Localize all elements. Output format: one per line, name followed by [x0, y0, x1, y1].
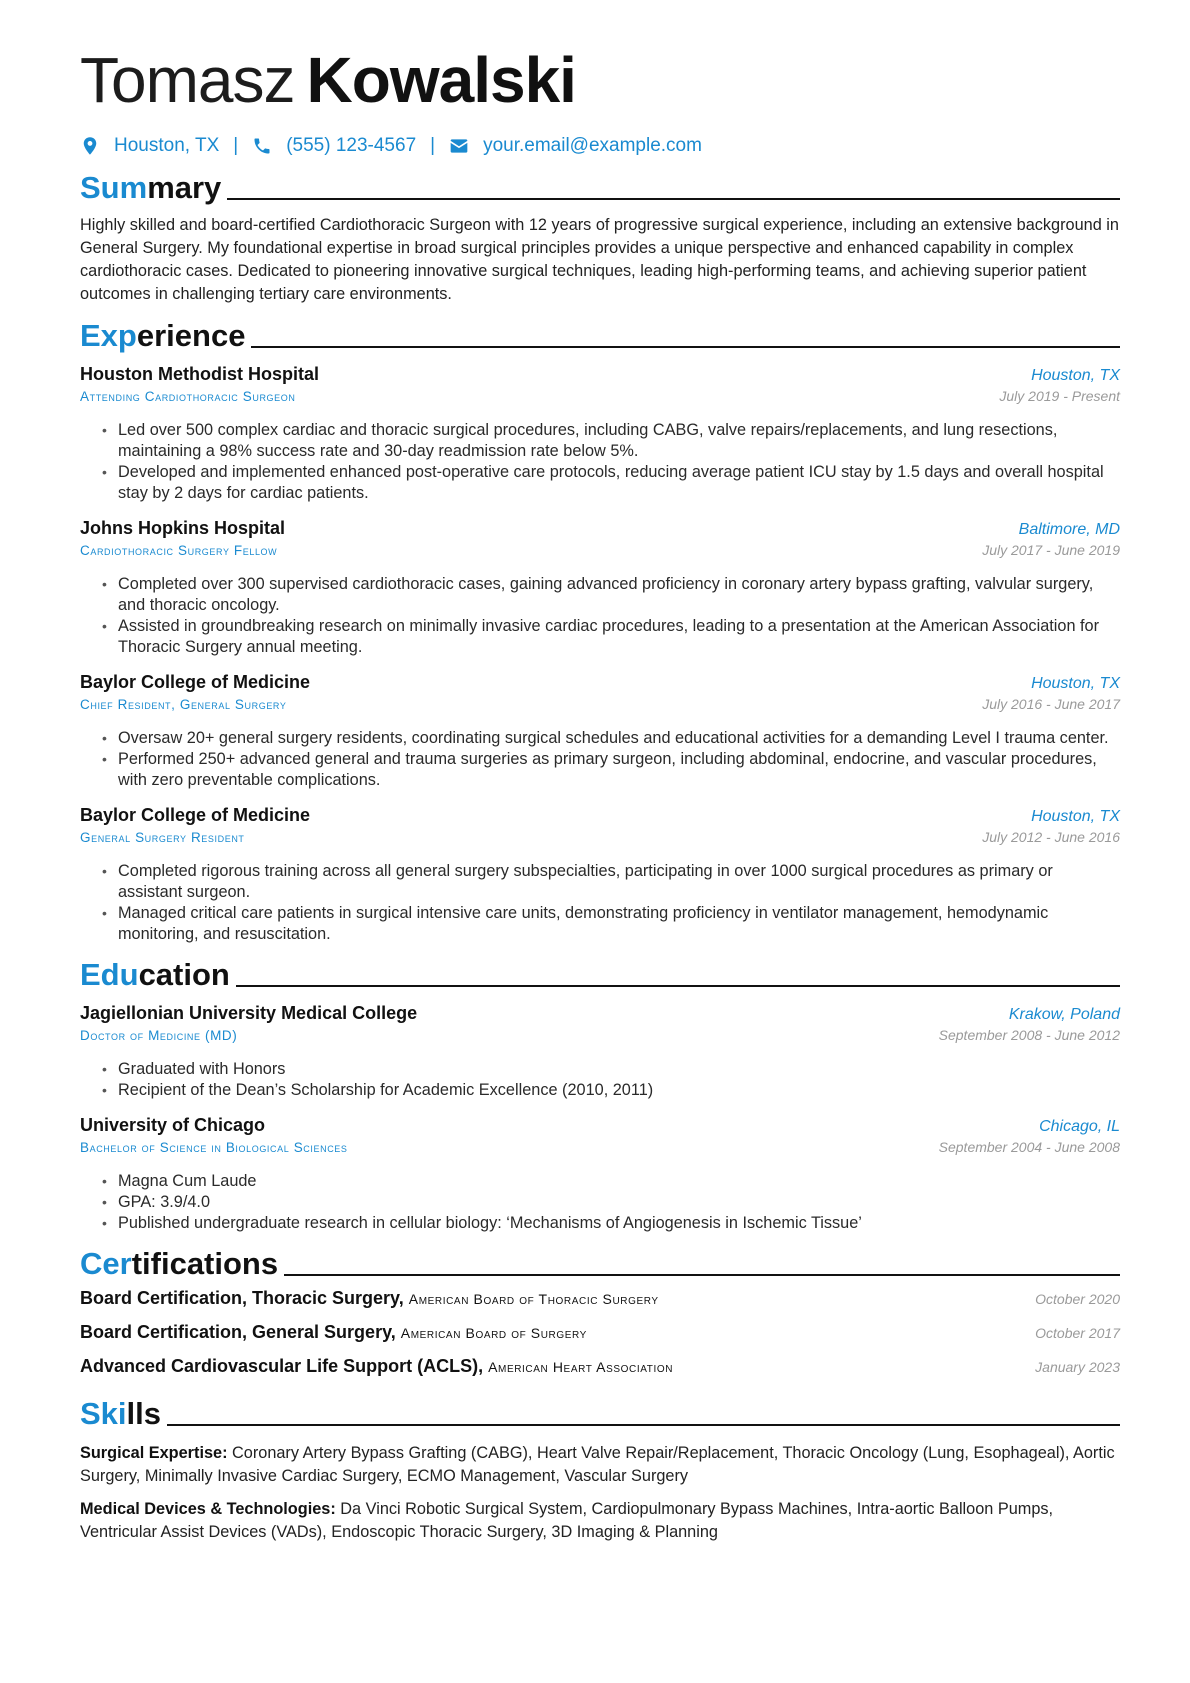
employer-name: Johns Hopkins Hospital [80, 518, 286, 538]
certification-title: Board Certification, Thoracic Surgery [80, 1288, 399, 1308]
experience-entry [80, 672, 1120, 791]
phone-icon [252, 136, 272, 156]
heading-rule [167, 1424, 1120, 1426]
degree-title: Bachelor of Science in Biological Sciences [80, 1140, 348, 1155]
entry-dates: July 2019 - Present [999, 388, 1120, 404]
education-entry [80, 1115, 1120, 1234]
skill-group [80, 1442, 1120, 1488]
experience-entry [80, 805, 1120, 945]
skill-label: Medical Devices & Technologies: [80, 1500, 336, 1518]
job-title: General Surgery Resident [80, 830, 245, 845]
education-entry [80, 1003, 1120, 1101]
certification-date: October 2020 [1035, 1291, 1120, 1307]
experience-list [80, 364, 1120, 945]
list-item: • Recipient of the Dean’s Scholarship for Academic Excellence (2010, 2011) [118, 1080, 1120, 1101]
map-marker-icon [80, 136, 100, 156]
envelope-icon [449, 136, 469, 156]
resume-page [80, 38, 1120, 1544]
list-item: • Managed critical care patients in surgical intensive care units, demonstrating proficiency in ventilator management, hemodynamic monitoring, and resuscitation. [118, 903, 1120, 945]
degree-title: Doctor of Medicine (MD) [80, 1028, 238, 1043]
entry-dates: July 2012 - June 2016 [982, 829, 1120, 845]
heading-rule [236, 985, 1120, 987]
heading-rest: tifications [131, 1246, 279, 1281]
certification-issuer: American Board of Surgery [400, 1325, 587, 1341]
experience-heading [80, 318, 1120, 354]
list-item: • Led over 500 complex cardiac and thoracic surgical procedures, including CABG, valve repairs/replacements, and lung resections, maintaining a 98% success rate and 30-day readmission rate below 5%. [118, 420, 1120, 462]
first-name: Tomasz [80, 44, 295, 116]
heading-rest: erience [136, 318, 246, 353]
certification-item: Advanced Cardiovascular Life Support (ACLS), American Heart Association January 2023 [80, 1356, 1120, 1376]
certification-title: Board Certification, General Surgery [80, 1322, 391, 1342]
skill-text: Coronary Artery Bypass Grafting (CABG), Heart Valve Repair/Replacement, Thoracic Oncology (Lung, Esophageal), Aortic Surgery, Minimally Invasive Cardiac Surgery, ECMO Management, Vascular Surgery [80, 1444, 1115, 1485]
heading-rule [251, 346, 1120, 348]
school-name: University of Chicago [80, 1115, 266, 1135]
experience-entry [80, 364, 1120, 504]
entry-location: Baltimore, MD [1018, 521, 1120, 538]
certification-issuer: American Heart Association [488, 1359, 674, 1375]
heading-rule [284, 1274, 1120, 1276]
entry-location: Houston, TX [1031, 675, 1120, 692]
email-link: your.email@example.com [483, 135, 702, 156]
location-text: Houston, TX [114, 135, 220, 156]
heading-rest: mary [147, 170, 222, 205]
certifications-list [80, 1288, 1120, 1390]
skills-heading [80, 1396, 1120, 1432]
list-item: • Magna Cum Laude [118, 1171, 1120, 1192]
entry-location: Chicago, IL [1039, 1118, 1120, 1135]
experience-entry [80, 518, 1120, 658]
entry-location: Krakow, Poland [1008, 1006, 1120, 1023]
job-title: Cardiothoracic Surgery Fellow [80, 543, 278, 558]
contact-email[interactable] [449, 135, 702, 157]
entry-dates: July 2017 - June 2019 [982, 542, 1120, 558]
heading-accent: Sum [80, 170, 148, 205]
certification-date: January 2023 [1035, 1359, 1120, 1375]
heading-rest: lls [126, 1396, 161, 1431]
list-item: • Published undergraduate research in cellular biology: ‘Mechanisms of Angiogenesis in Ischemic Tissue’ [118, 1213, 1120, 1234]
candidate-name [80, 38, 1120, 122]
last-name: Kowalski [306, 44, 576, 116]
entry-dates: July 2016 - June 2017 [982, 696, 1120, 712]
job-title: Chief Resident, General Surgery [80, 697, 287, 712]
skill-text: Da Vinci Robotic Surgical System, Cardiopulmonary Bypass Machines, Intra-aortic Balloon Pumps, Ventricular Assist Devices (VADs), Endoscopic Thoracic Surgery, 3D Imaging & Planning [80, 1500, 1054, 1541]
list-item: • Oversaw 20+ general surgery residents, coordinating surgical schedules and educational activities for a demanding Level I trauma center. [118, 728, 1120, 749]
entry-dates: September 2004 - June 2008 [938, 1139, 1120, 1155]
list-item: • Graduated with Honors [118, 1059, 1120, 1080]
employer-name: Baylor College of Medicine [80, 805, 311, 825]
heading-accent: Ski [80, 1396, 127, 1431]
certification-item: Board Certification, Thoracic Surgery, American Board of Thoracic Surgery October 2020 [80, 1288, 1120, 1308]
certification-item: Board Certification, General Surgery, American Board of Surgery October 2017 [80, 1322, 1120, 1342]
employer-name: Baylor College of Medicine [80, 672, 311, 692]
entry-location: Houston, TX [1031, 808, 1120, 825]
contact-bar [80, 132, 1120, 160]
contact-separator: | [430, 135, 436, 156]
entry-dates: September 2008 - June 2012 [938, 1027, 1120, 1043]
contact-separator: | [233, 135, 239, 156]
certification-issuer: American Board of Thoracic Surgery [408, 1291, 659, 1307]
heading-rule [227, 198, 1120, 200]
certifications-heading [80, 1246, 1120, 1282]
skill-group [80, 1498, 1120, 1544]
heading-rest: cation [138, 957, 230, 992]
contact-location [80, 135, 219, 157]
list-item: • Assisted in groundbreaking research on minimally invasive cardiac procedures, leading to a presentation at the American Association for Thoracic Surgery annual meeting. [118, 616, 1120, 658]
entry-location: Houston, TX [1031, 367, 1120, 384]
education-list [80, 1003, 1120, 1234]
school-name: Jagiellonian University Medical College [80, 1003, 418, 1023]
list-item: • Completed rigorous training across all general surgery subspecialties, participating in over 1000 surgical procedures as primary or assistant surgeon. [118, 861, 1120, 903]
list-item: • Performed 250+ advanced general and trauma surgeries as primary surgeon, including abdominal, endocrine, and vascular procedures, with zero preventable complications. [118, 749, 1120, 791]
heading-accent: Exp [80, 318, 137, 353]
skill-label: Surgical Expertise: [80, 1444, 228, 1462]
summary-heading [80, 170, 1120, 206]
job-title: Attending Cardiothoracic Surgeon [80, 389, 296, 404]
list-item: • Completed over 300 supervised cardiothoracic cases, gaining advanced proficiency in coronary artery bypass grafting, valvular surgery, and thoracic oncology. [118, 574, 1120, 616]
certification-title: Advanced Cardiovascular Life Support (ACLS) [80, 1356, 479, 1376]
education-heading [80, 957, 1120, 993]
certification-date: October 2017 [1035, 1325, 1120, 1341]
list-item: • Developed and implemented enhanced post-operative care protocols, reducing average patient ICU stay by 1.5 days and overall hospital stay by 2 days for cardiac patients. [118, 462, 1120, 504]
summary-text: Highly skilled and board-certified Cardiothoracic Surgeon with 12 years of progressive surgical experience, including an extensive background in General Surgery. My foundational expertise in broad surgical principles provides a unique perspective and enhanced capability in complex cardiothoracic cases. Dedicated to pioneering innovative surgical techniques, leading high-performing teams, and achieving superior patient outcomes in challenging tertiary care environments. [80, 216, 1119, 303]
contact-phone[interactable] [252, 135, 416, 157]
heading-accent: Edu [80, 957, 139, 992]
heading-accent: Cer [80, 1246, 132, 1281]
employer-name: Houston Methodist Hospital [80, 364, 319, 384]
phone-text: (555) 123-4567 [286, 135, 417, 156]
list-item: • GPA: 3.9/4.0 [118, 1192, 1120, 1213]
